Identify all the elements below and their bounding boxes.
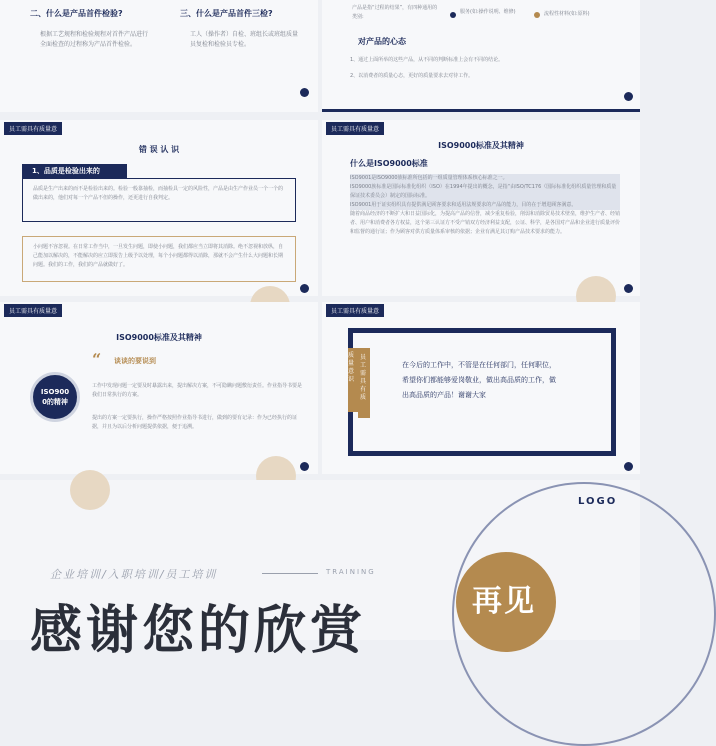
misconception-1-bar: 1、品质是检验出来的 [22,164,127,178]
slide-misconceptions [0,120,318,296]
iso-subtitle: 什么是ISO9000标准 [350,159,428,168]
logo-text: LOGO [578,496,618,507]
bottom-rule [322,109,640,112]
vertical-gold-label: 质量意识 [348,352,355,383]
slide-tag: 员工需具有质量意 [4,122,62,135]
training-label: TRAINING [326,568,376,576]
iso-spirit-p1: 工作中发现问题一定要及时暴露出来，提出解决方案，不可隐瞒问题敷衍责任。作业指导书要是我们日常执行的方案。 [92,383,303,398]
iso-spirit-circle-label: ISO9000的精神 [40,388,70,406]
slide-closing-message [322,302,640,474]
training-categories: 企业培训/入职培训/员工培训 [50,568,218,581]
slide-iso9000-definition [322,120,640,296]
mindset-item-2: 2、以消费者的质量心态，更好的质量要求去对待工作。 [350,73,474,79]
slide-product-mindset [322,0,640,112]
category-service: 服务(如:操作说明、维修) [460,9,516,15]
process-bullet-icon [534,12,540,18]
q3-body: 工人（操作者）自检、班组长或班组质量员复检和检验员专检。 [190,31,299,48]
q2-body: 根据工艺规程和检验规程对首件产品进行全面检查的过程称为产品首件检验。 [40,31,149,48]
misconception-1-text: 品质是生产出来的而不是检验出来的。检验一般靠抽检，而抽检具一定的风险性，产品是由生产作业员一个一个的做出来的，他们对每一个产品不但的操作，还更进行自我判定。 [33,186,284,201]
slide-iso9000-spirit [0,302,318,474]
misconceptions-title: 错 误 认 识 [138,145,180,154]
quote-icon: “ [92,350,102,369]
iso-spirit-p2: 提出的方案一定要执行，操作严格按照作业指导书进行，做到的要有记录：作为已经执行的证据，并且为以后分析问题提供依据，便于追溯。 [92,415,298,430]
slide-tag: 员工需具有质量意 [326,304,384,317]
final-thank-you-slide [0,480,640,661]
navy-dot [300,88,309,97]
service-bullet-icon [450,12,456,18]
iso-para-3: ISO9001用于证实组织具有提供满足顾客要求和适用法规要求的产品的能力，目的在于增进顾客满意。 [350,201,620,210]
navy-dot [624,462,633,471]
navy-dot [624,284,633,293]
thank-you-title: 感谢您的欣赏 [30,601,367,661]
iso-spirit-circle [30,372,80,422]
decor-circle [70,470,110,510]
iso-para-2: ISO9000族标准是国际标准化组织（ISO）在1994年提出的概念，是指“由ISO/TC176（国际标准化组织质量管理和质量保证技术委员会）制定的国际标准。 [350,183,620,201]
mindset-item-1: 1、通过上面所举的这些产品，从不同的判断标准上会有不同的结论。 [350,57,504,63]
slide-first-article-inspection [0,0,318,112]
category-process: 流程性材料(如:原料) [544,11,590,17]
closing-body: 在今后的工作中，不管是在任何部门，任何职位，希望你们都能够爱岗敬业，做出高品质的工作，做出高品质的产品！谢谢大家 [402,361,556,399]
q3-title: 三、什么是产品首件三检? [180,9,273,18]
iso-para-1: ISO9001是ISO9000族标准所包括的一组质量管理体系核心标准之一。 [350,174,620,183]
product-categories-text: 产品是指“过程的结果”，有四种通用的类别: [352,5,438,20]
training-divider [262,573,318,574]
goodbye-text: 再见 [472,584,536,619]
navy-dot [300,462,309,471]
misconception-1-box [22,178,296,222]
mindset-heading: 对产品的心态 [358,37,406,46]
slide-tag: 员工需具有质量意 [4,304,62,317]
iso-definition-text [350,174,620,237]
quote-heading: 谈谈的要说到 [114,357,156,365]
iso-para-4: 随着商品经济的不断扩大和日益国际化，为提高产品的信誉，减少重复检验，削弱和消除贸易技术壁垒，维护生产者、经销者、用户和消费者各方权益，这个第三认证方不受产销双方经济利益支配，公证、科学，是各国对产品和企业进行质量评价和监督的通行证；作为顾客对供方质量体系审核的依据；企业有满足其订购产品技术要求的能力。 [350,211,621,235]
q2-title: 二、什么是产品首件检验? [30,9,123,18]
misconception-2-text: 小问题不容忽视。在日常工作当中，一旦发生问题，即使小问题，我们都应当立即将其消除。绝不忽视和放纵，自己能加以解决的，不能解决的应立即报告上级予以处理，每个小问题都得以消除，那就不会产生什么大问题和长期问题。我们的工作，我们的产品就做好了。 [33,244,284,268]
navy-dot [624,92,633,101]
slide-tag: 员工需具有质量意 [326,122,384,135]
navy-dot [300,284,309,293]
iso-title: ISO9000标准及其精神 [438,141,524,150]
iso-spirit-title: ISO9000标准及其精神 [116,333,202,342]
misconception-2-box [22,236,296,282]
vertical-inner-label: 员工需具有质 [360,354,367,401]
